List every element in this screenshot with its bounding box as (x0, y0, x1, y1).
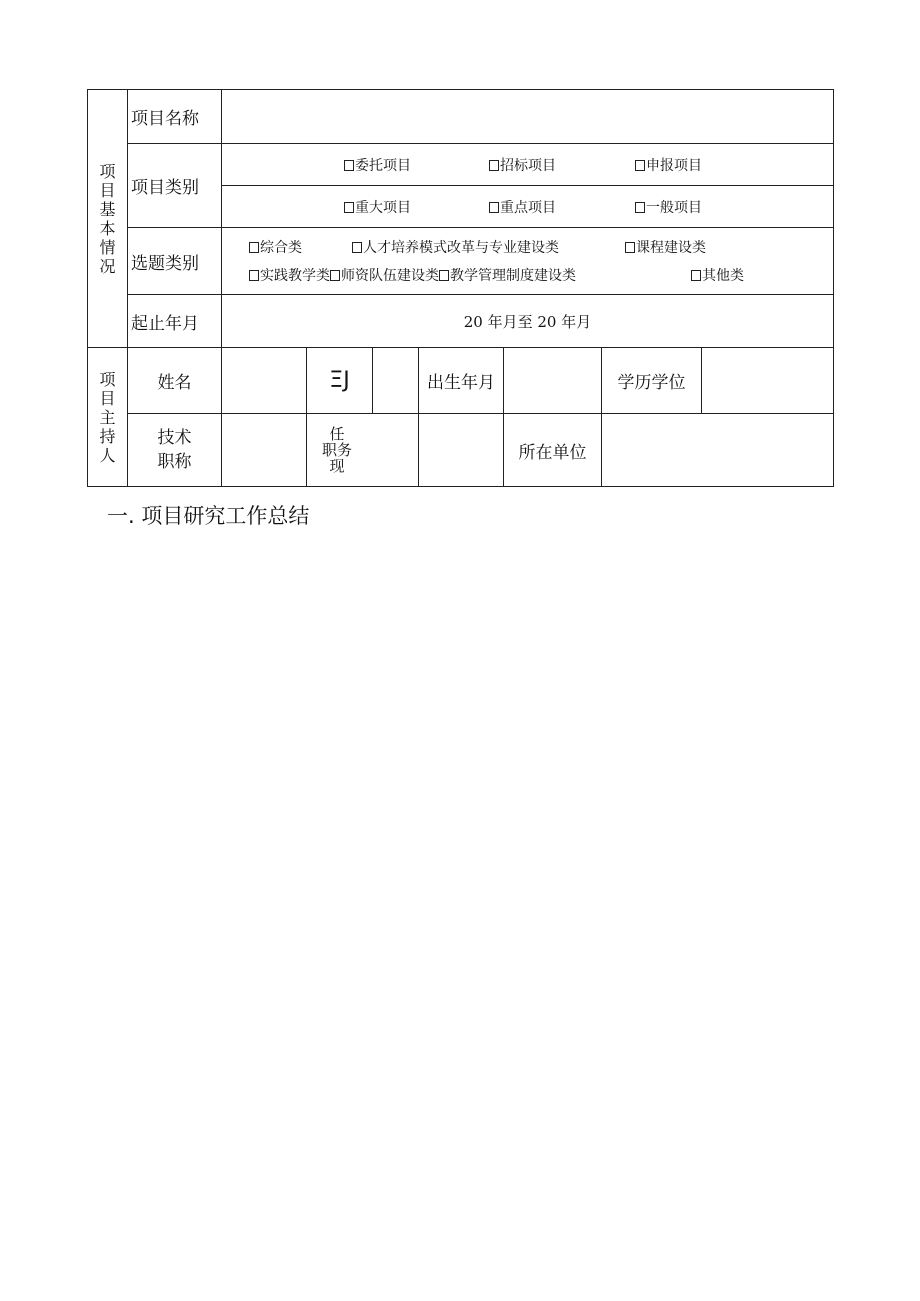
topic-row (88, 228, 834, 295)
duty-label: 任 职务 现 (321, 425, 352, 475)
category-option[interactable]: 一般项目 (635, 197, 702, 217)
topic-label: 选题类别 (128, 228, 222, 295)
duty-field[interactable] (419, 414, 504, 487)
topic-option[interactable]: 综合类 (249, 237, 352, 257)
checkbox[interactable] (249, 242, 259, 253)
topic-option[interactable]: 课程建设类 (625, 237, 706, 257)
topic-option[interactable]: 实践教学类 (249, 265, 330, 285)
checkbox[interactable] (249, 270, 259, 281)
birth-label: 出生年月 (419, 348, 504, 414)
section-heading: 一. 项目研究工作总结 (107, 504, 310, 528)
category-options-row-2 (222, 186, 834, 228)
host-section-label (88, 348, 128, 487)
category-option[interactable]: 重点项目 (489, 197, 635, 217)
duty-cell (307, 414, 419, 487)
checkbox[interactable] (344, 202, 354, 213)
section-label-char: 目 (99, 180, 116, 200)
section-label-char: 项 (99, 161, 116, 181)
category-option[interactable]: 委托项目 (344, 155, 489, 175)
checkbox[interactable] (635, 160, 645, 171)
host-row-2 (88, 414, 834, 487)
section-label-char: 人 (99, 445, 116, 465)
host-row-1 (88, 348, 834, 414)
checkbox[interactable] (489, 202, 499, 213)
section-label-char: 持 (99, 426, 116, 446)
section-label-char: 基 (99, 199, 116, 219)
name-field[interactable] (222, 348, 307, 414)
unit-label: 所在单位 (504, 414, 602, 487)
period-value[interactable]: 20 年月至 20 年月 (222, 295, 834, 348)
gender-field[interactable] (373, 348, 419, 414)
project-name-row (88, 90, 834, 144)
gender-label: ΞJ (307, 348, 373, 414)
tech-title-field[interactable] (222, 414, 307, 487)
section-label-char: 况 (99, 256, 116, 276)
category-option[interactable]: 申报项目 (635, 155, 702, 175)
name-label: 姓名 (128, 348, 222, 414)
unit-field[interactable] (602, 414, 834, 487)
period-row (88, 295, 834, 348)
basic-info-section-label (88, 90, 128, 348)
project-info-table (87, 89, 834, 487)
checkbox[interactable] (330, 270, 340, 281)
topic-option[interactable]: 师资队伍建设类 (330, 265, 439, 285)
degree-label: 学历学位 (602, 348, 702, 414)
checkbox[interactable] (625, 242, 635, 253)
section-label-char: 情 (99, 237, 116, 257)
project-name-field[interactable] (222, 90, 834, 144)
topic-option[interactable]: 教学管理制度建设类 (439, 265, 691, 285)
topic-options (222, 228, 834, 295)
checkbox[interactable] (635, 202, 645, 213)
degree-field[interactable] (702, 348, 834, 414)
section-label-char: 本 (99, 218, 116, 238)
category-option[interactable]: 招标项目 (489, 155, 635, 175)
category-row-1 (88, 144, 834, 186)
category-option[interactable]: 重大项目 (344, 197, 489, 217)
period-label: 起止年月 (128, 295, 222, 348)
topic-option[interactable]: 其他类 (691, 265, 744, 285)
category-label: 项目类别 (128, 144, 222, 228)
section-label-char: 项 (99, 369, 116, 389)
checkbox[interactable] (352, 242, 362, 253)
tech-title-label: 技术 职称 (128, 414, 222, 487)
checkbox[interactable] (344, 160, 354, 171)
section-label-char: 主 (99, 407, 116, 427)
checkbox[interactable] (439, 270, 449, 281)
section-label-char: 目 (99, 388, 116, 408)
topic-option[interactable]: 人才培养模式改革与专业建设类 (352, 237, 625, 257)
birth-field[interactable] (504, 348, 602, 414)
checkbox[interactable] (489, 160, 499, 171)
category-options-row-1 (222, 144, 834, 186)
checkbox[interactable] (691, 270, 701, 281)
project-name-label: 项目名称 (128, 90, 222, 144)
